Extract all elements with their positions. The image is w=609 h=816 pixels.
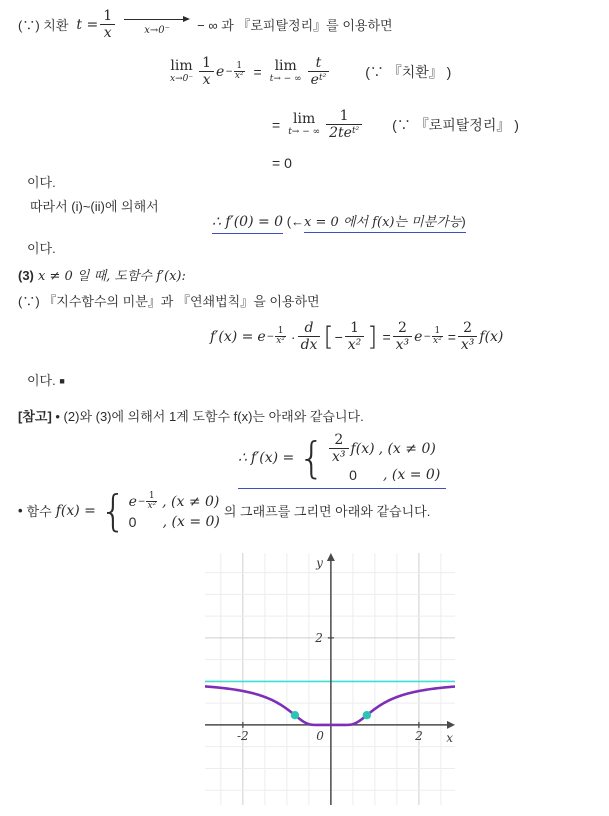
function-definition-line — [18, 485, 431, 536]
conclusion-remark: x = 0 에서 f(x)는 미분가능) — [304, 214, 466, 233]
arrow-sub-label: x→0⁻ — [144, 24, 170, 36]
intro-tail-text: − ∞ 과 『로피탈정리』를 이용하면 — [197, 18, 393, 34]
section-number: (3) — [18, 268, 34, 283]
origin-label: 0 — [316, 728, 324, 743]
bullet: • — [18, 503, 23, 519]
e-base: e — [216, 63, 225, 80]
exponent-neg-1-over-x2: − $\frac{1}{\text{x²}}$ — [423, 325, 442, 347]
fraction-2-over-x3: $\frac{2}{\text{x³}}$ — [329, 432, 349, 465]
case-row: 0 , (x = 0) — [349, 467, 441, 484]
fprime-cases-block — [238, 432, 446, 489]
equals-sign: = — [382, 328, 391, 345]
hamsu-text: 함수 — [26, 504, 52, 520]
e-base: e — [414, 328, 423, 345]
left-brace: { — [298, 432, 326, 483]
left-brace: { — [99, 485, 127, 536]
qed-square-icon: ■ — [59, 376, 65, 386]
exponent-neg-1-over-x2: − $\frac{1}{\text{x²}}$ — [266, 325, 285, 347]
derivative-equation — [210, 320, 503, 353]
section-3-because-line: (∵) 『지수함수의 미분』과 『연쇄법칙』을 이용하면 — [18, 294, 320, 309]
ida-text: 이다. — [27, 175, 56, 190]
equals-sign: = — [272, 116, 281, 133]
minus-sign: − — [334, 328, 343, 345]
because-symbol-text: (∵) 치환 — [18, 18, 69, 34]
fraction-1-over-x2: $\frac{1}{\text{x²}}$ — [345, 320, 365, 353]
exponent-neg-1-over-x2: − $\frac{1}{\text{x²}}$ — [225, 60, 244, 82]
limit-operator: lim t→ − ∞ — [288, 111, 321, 138]
right-bracket: ] — [367, 321, 378, 352]
therefore-symbol: ∴ — [238, 449, 247, 466]
lhs: f′(x) = — [250, 449, 295, 466]
fraction-1-over-x: $\frac{1}{x}$ — [100, 8, 115, 41]
equals-sign: = — [447, 328, 456, 345]
cases-rows — [129, 492, 220, 530]
reference-tag: [참고] — [18, 409, 52, 424]
equals-sign: = — [253, 63, 262, 80]
e-base: e — [257, 328, 266, 345]
y-tick-label: 2 — [315, 630, 323, 645]
limit-equation-1 — [166, 55, 451, 88]
lhs: f(x) = — [55, 502, 96, 519]
fraction-2-over-x3: $\frac{2}{\text{x³}}$ — [458, 320, 478, 353]
arrow-shaft-icon — [124, 14, 190, 25]
y-axis-arrow-icon — [327, 553, 335, 561]
left-bracket: [ — [323, 321, 334, 352]
substitution-intro-line — [18, 8, 393, 41]
section-3-heading: (3) x ≠ 0 일 때, 도함수 f′(x): — [18, 268, 186, 284]
cases-rows — [327, 432, 440, 483]
case-row: $\frac{2}{\text{x³}}$ f(x) , (x ≠ 0) — [327, 432, 436, 465]
graph-intro-text: 의 그래프를 그리면 아래와 같습니다. — [223, 504, 431, 520]
reference-note-line: [참고] • (2)와 (3)에 의해서 1계 도함수 f(x)는 아래와 같습니다. — [18, 409, 364, 424]
f-of-x: f(x) — [479, 328, 504, 345]
x-axis-arrow-icon — [447, 721, 455, 729]
therefore-text: 따라서 (i)~(ii)에 의해서 — [30, 199, 159, 214]
case-row: 0 , (x = 0) — [128, 513, 220, 530]
inflection-point — [363, 711, 371, 719]
conclusion-line — [212, 211, 466, 230]
ida-qed-line: 이다. ■ — [27, 373, 65, 388]
fraction-1-over-x: $\frac{1}{x}$ — [199, 55, 214, 88]
t-equals: t = — [76, 16, 99, 33]
exponent-neg-1-over-x2: − $\frac{1}{\text{x²}}$ — [137, 491, 157, 512]
inflection-point — [291, 711, 299, 719]
limit-result: = 0 — [272, 155, 292, 171]
limit-operator: lim x→0⁻ — [170, 58, 194, 85]
case-row: e − $\frac{1}{\text{x²}}$ , (x ≠ 0) — [128, 491, 220, 512]
x-tick-label: -2 — [237, 728, 249, 743]
x-axis-label: x — [446, 730, 453, 745]
d-dx-operator: $\frac{d}{dx}$ — [298, 320, 321, 353]
fraction-t-over-e-t2: $\frac{t}{e^{t^2}}$ — [308, 55, 330, 88]
graph-svg — [205, 553, 455, 805]
reason-note: (∵ 『로피탈정리』 ) — [392, 116, 519, 133]
limit-equation-2 — [272, 108, 519, 141]
limit-arrow — [124, 14, 190, 36]
lhs: f′(x) = — [210, 328, 254, 345]
reason-note: (∵ 『치환』 ) — [365, 63, 452, 80]
cdot: · — [290, 328, 296, 345]
limit-operator: lim t→ − ∞ — [269, 58, 302, 85]
x-tick-label: 2 — [415, 728, 423, 743]
fraction-2-over-x3: $\frac{2}{\text{x³}}$ — [393, 320, 413, 353]
fraction-1-over-2te-t2: $\frac{1}{2te^{t^2}}$ — [326, 108, 362, 141]
ida-text: 이다. — [27, 241, 56, 256]
conclusion-open: (← — [283, 214, 305, 229]
function-graph — [205, 553, 455, 805]
conclusion-math: ∴ f′(0) = 0 — [212, 214, 283, 234]
y-axis-label: y — [316, 556, 323, 570]
